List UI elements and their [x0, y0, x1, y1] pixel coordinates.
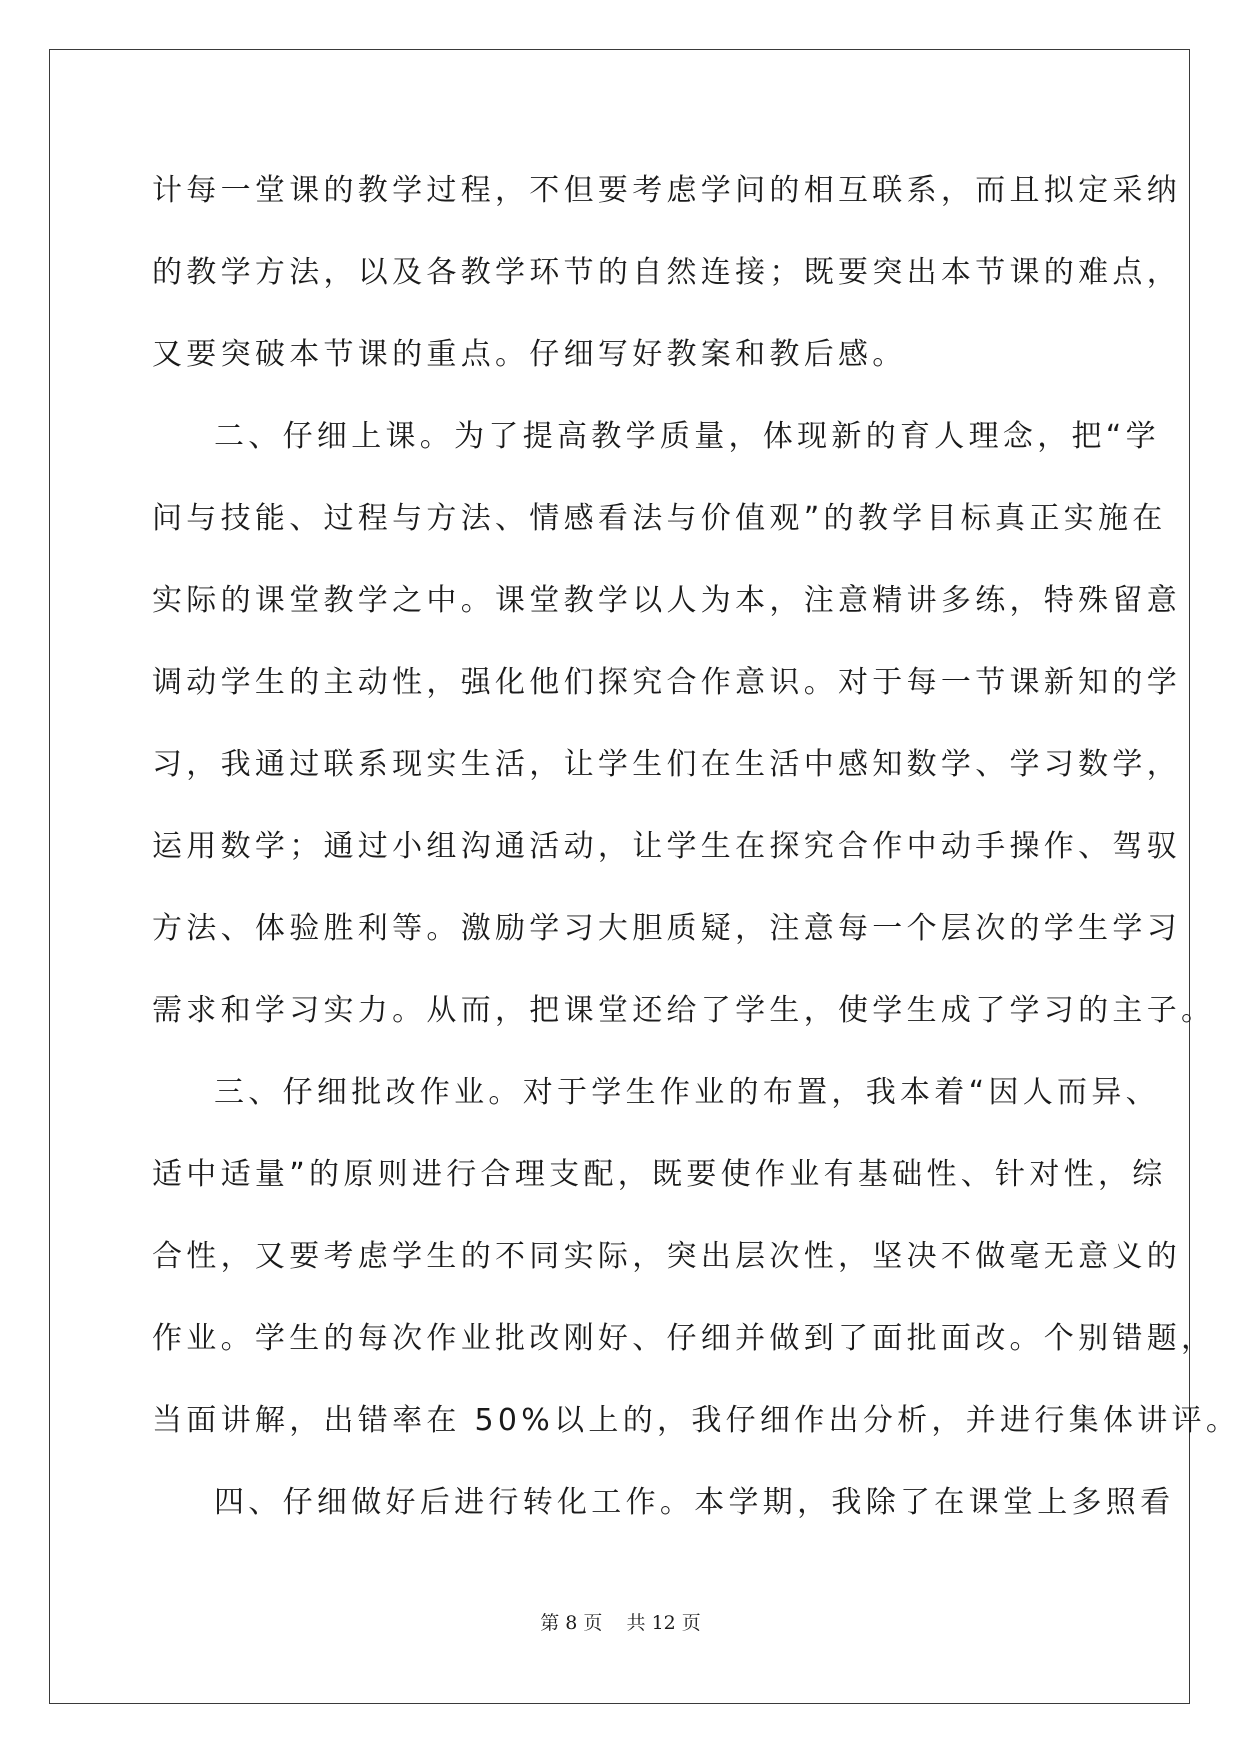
text-line: 习，我通过联系现实生活，让学生们在生活中感知数学、学习数学， [152, 747, 1181, 782]
text-line: 问与技能、过程与方法、情感看法与价值观”的教学目标真正实施在 [152, 501, 1167, 536]
text-line: 需求和学习实力。从而，把课堂还给了学生，使学生成了学习的主子。 [152, 993, 1216, 1028]
text-line: 计每一堂课的教学过程，不但要考虑学问的相互联系，而且拟定采纳 [152, 173, 1181, 208]
text-line: 实际的课堂教学之中。课堂教学以人为本，注意精讲多练，特殊留意 [152, 583, 1181, 618]
text-line: 合性，又要考虑学生的不同实际，突出层次性，坚决不做毫无意义的 [152, 1239, 1181, 1274]
paragraph-start-line: 三、仔细批改作业。对于学生作业的布置，我本着“因人而异、 [214, 1075, 1160, 1110]
paragraph-start-line: 四、仔细做好后进行转化工作。本学期，我除了在课堂上多照看 [214, 1485, 1175, 1520]
text-line: 又要突破本节课的重点。仔细写好教案和教后感。 [152, 337, 907, 372]
page-number-footer: 第 8 页 共 12 页 [540, 1612, 701, 1634]
paragraph-start-line: 二、仔细上课。为了提高教学质量，体现新的育人理念，把“学 [214, 419, 1160, 454]
document-body [152, 160, 1241, 1554]
text-line: 调动学生的主动性，强化他们探究合作意识。对于每一节课新知的学 [152, 665, 1181, 700]
text-line: 适中适量”的原则进行合理支配，既要使作业有基础性、针对性，综 [152, 1157, 1167, 1192]
text-line: 作业。学生的每次作业批改刚好、仔细并做到了面批面改。个别错题， [152, 1321, 1216, 1356]
text-line: 运用数学；通过小组沟通活动，让学生在探究合作中动手操作、驾驭 [152, 829, 1181, 864]
text-line: 当面讲解，出错率在 50%以上的，我仔细作出分析，并进行集体讲评。 [152, 1403, 1241, 1438]
text-line: 方法、体验胜利等。激励学习大胆质疑，注意每一个层次的学生学习 [152, 911, 1181, 946]
text-line: 的教学方法，以及各教学环节的自然连接；既要突出本节课的难点， [152, 255, 1181, 290]
